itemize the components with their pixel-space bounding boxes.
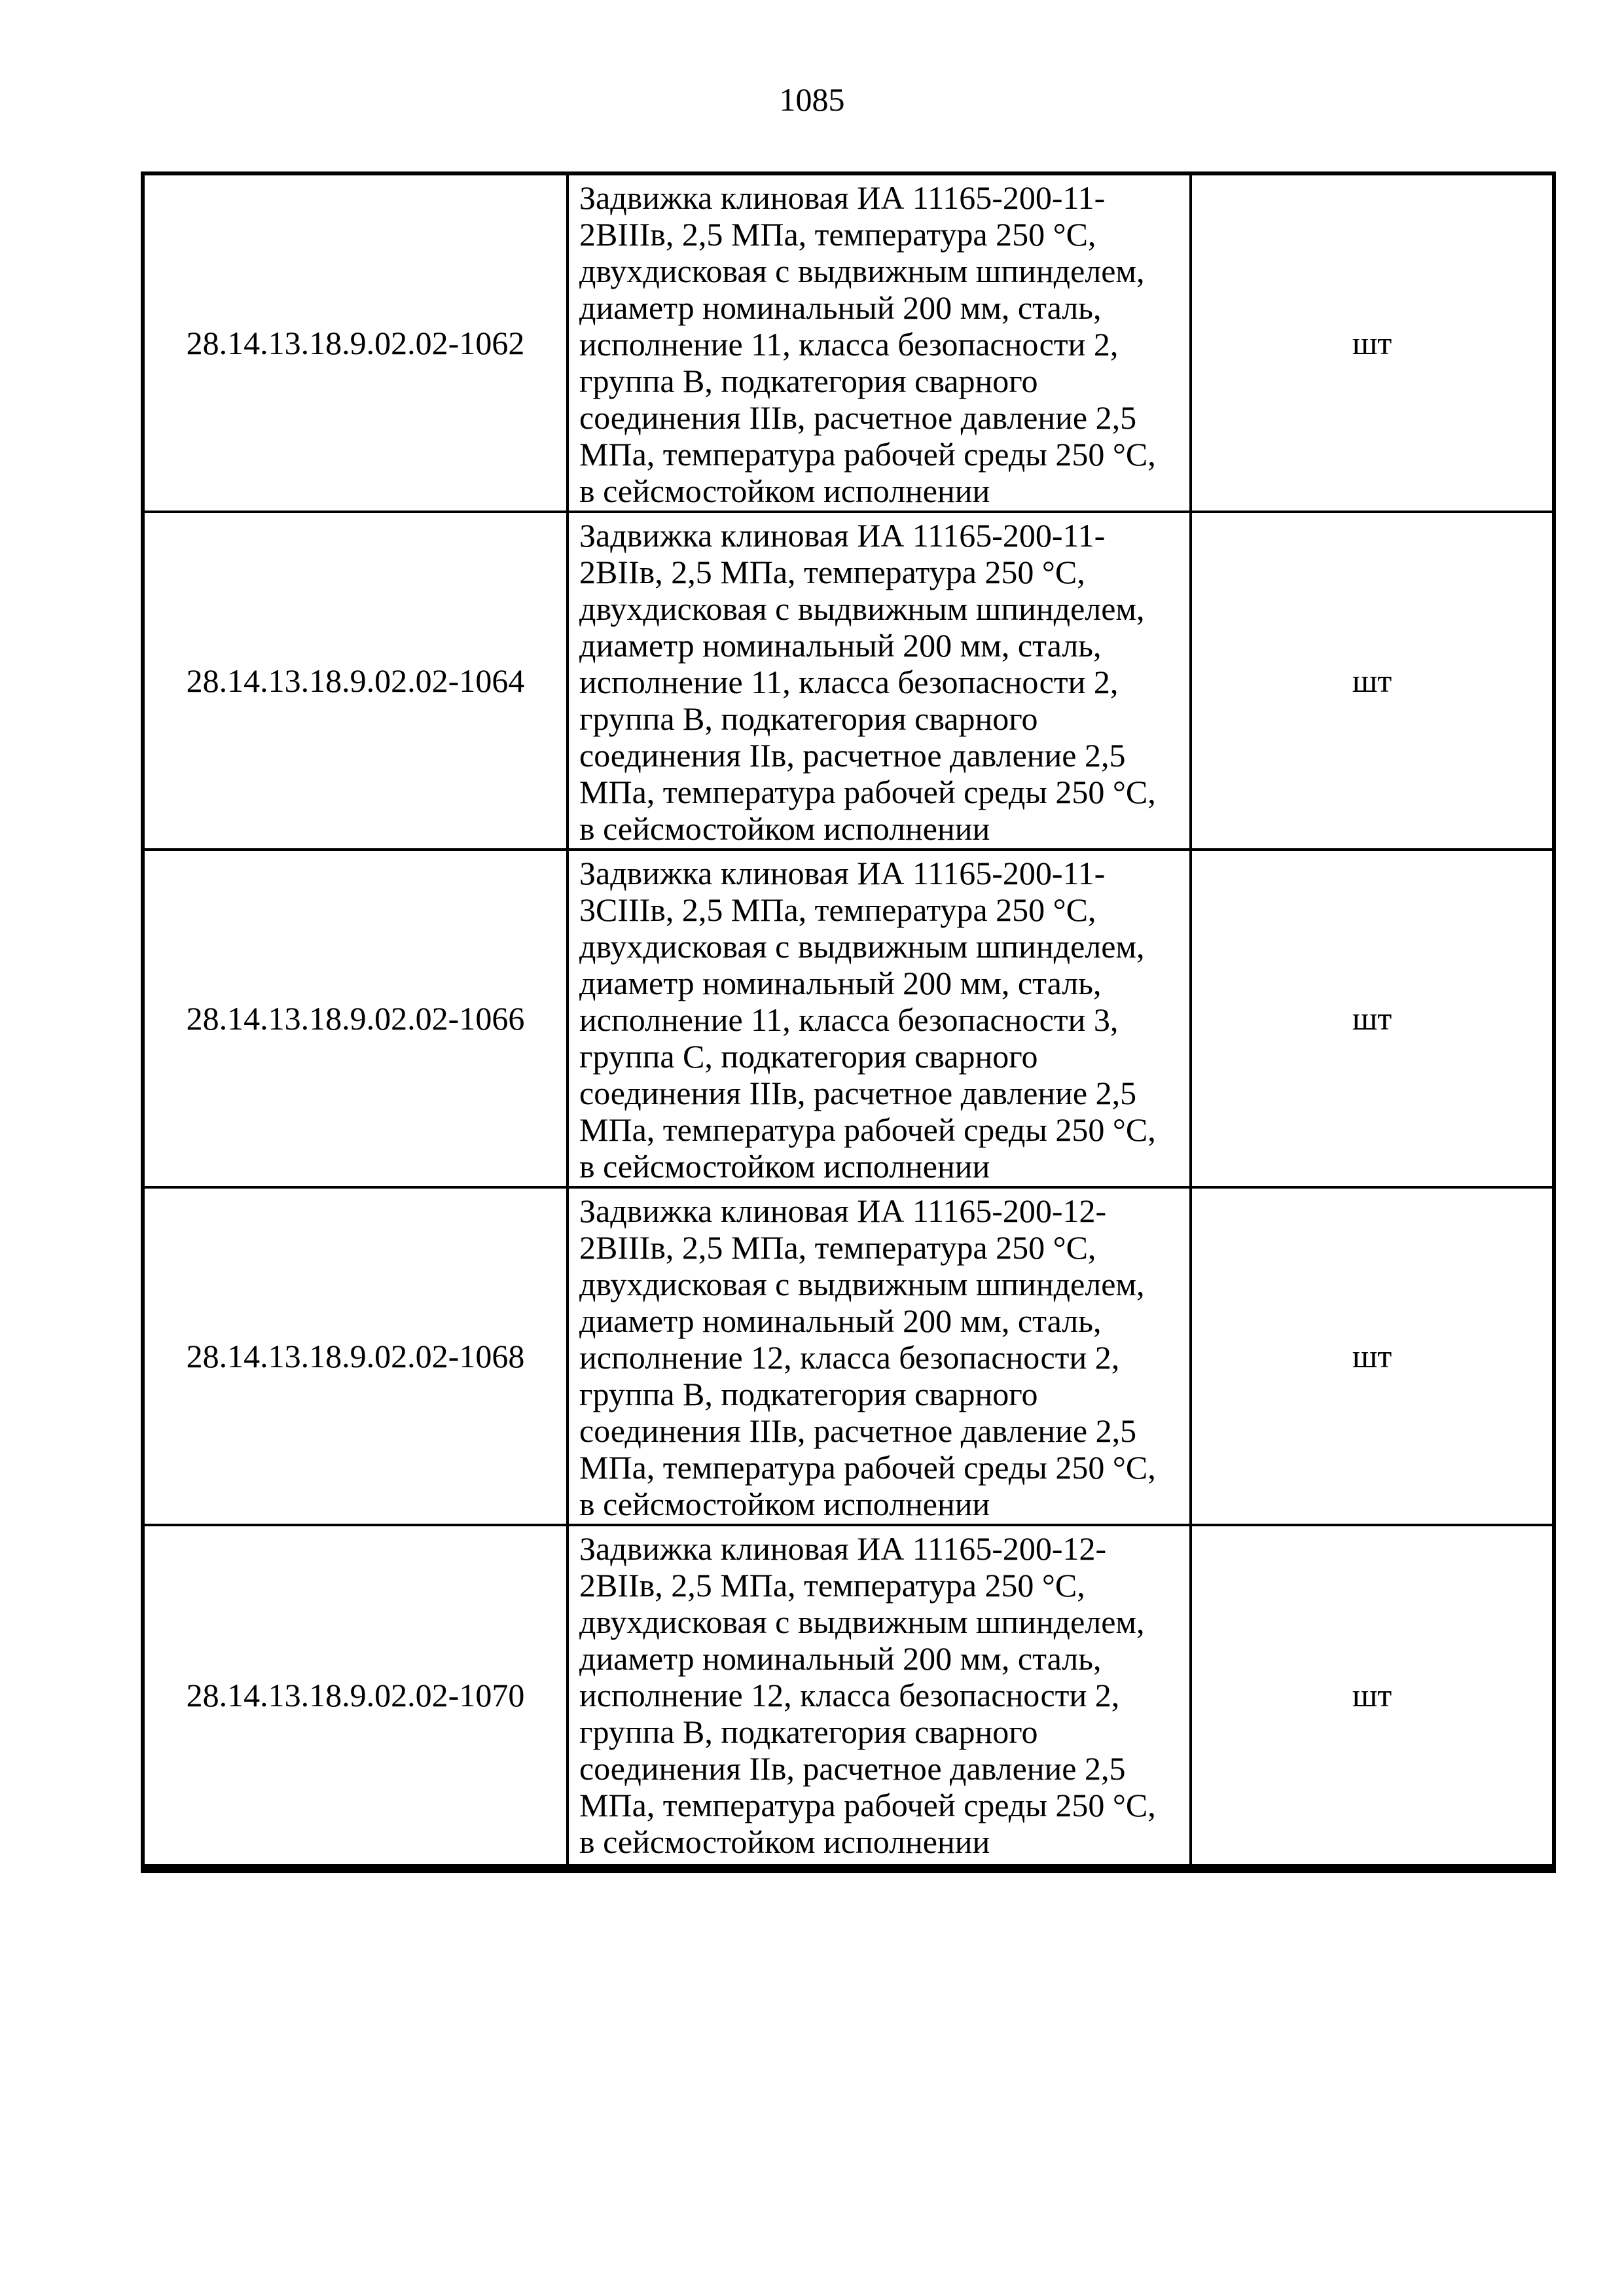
row-unit: шт	[1192, 175, 1552, 513]
row-code: 28.14.13.18.9.02.02-1068	[145, 1189, 569, 1526]
row-unit: шт	[1192, 1189, 1552, 1526]
row-description: Задвижка клиновая ИА 11165-200-12-2ВIIв, 2,5 МПа, температура 250 °С, двухдисковая с выдвижным шпинделем, диаметр номинальный 200 мм, сталь, исполнение 12, класса безопасности 2, группа В, подкатегория сварного соединения IIв, расчетное давление 2,5 МПа, температура рабочей среды 250 °С, в сейсмостойком исполнении	[569, 1526, 1192, 1864]
row-description: Задвижка клиновая ИА 11165-200-11-3СIIIв, 2,5 МПа, температура 250 °С, двухдисковая с выдвижным шпинделем, диаметр номинальный 200 мм, сталь, исполнение 11, класса безопасности 3, группа С, подкатегория сварного соединения IIIв, расчетное давление 2,5 МПа, температура рабочей среды 250 °С, в сейсмостойком исполнении	[569, 851, 1192, 1189]
page-number: 1085	[779, 81, 845, 118]
catalog-table	[141, 171, 1556, 1873]
row-code: 28.14.13.18.9.02.02-1066	[145, 851, 569, 1189]
row-description: Задвижка клиновая ИА 11165-200-11-2ВIIв, 2,5 МПа, температура 250 °С, двухдисковая с выдвижным шпинделем, диаметр номинальный 200 мм, сталь, исполнение 11, класса безопасности 2, группа В, подкатегория сварного соединения IIв, расчетное давление 2,5 МПа, температура рабочей среды 250 °С, в сейсмостойком исполнении	[569, 513, 1192, 851]
row-unit: шт	[1192, 513, 1552, 851]
row-code: 28.14.13.18.9.02.02-1062	[145, 175, 569, 513]
row-description: Задвижка клиновая ИА 11165-200-12-2ВIIIв, 2,5 МПа, температура 250 °С, двухдисковая с выдвижным шпинделем, диаметр номинальный 200 мм, сталь, исполнение 12, класса безопасности 2, группа В, подкатегория сварного соединения IIIв, расчетное давление 2,5 МПа, температура рабочей среды 250 °С, в сейсмостойком исполнении	[569, 1189, 1192, 1526]
row-unit: шт	[1192, 851, 1552, 1189]
row-unit: шт	[1352, 1677, 1392, 1713]
row-code: 28.14.13.18.9.02.02-1064	[145, 513, 569, 851]
row-code: 28.14.13.18.9.02.02-1070	[145, 1526, 569, 1864]
row-description: Задвижка клиновая ИА 11165-200-11-2ВIIIв, 2,5 МПа, температура 250 °С, двухдисковая с выдвижным шпинделем, диаметр номинальный 200 мм, сталь, исполнение 11, класса безопасности 2, группа В, подкатегория сварного соединения IIIв, расчетное давление 2,5 МПа, температура рабочей среды 250 °С, в сейсмостойком исполнении	[569, 175, 1192, 513]
